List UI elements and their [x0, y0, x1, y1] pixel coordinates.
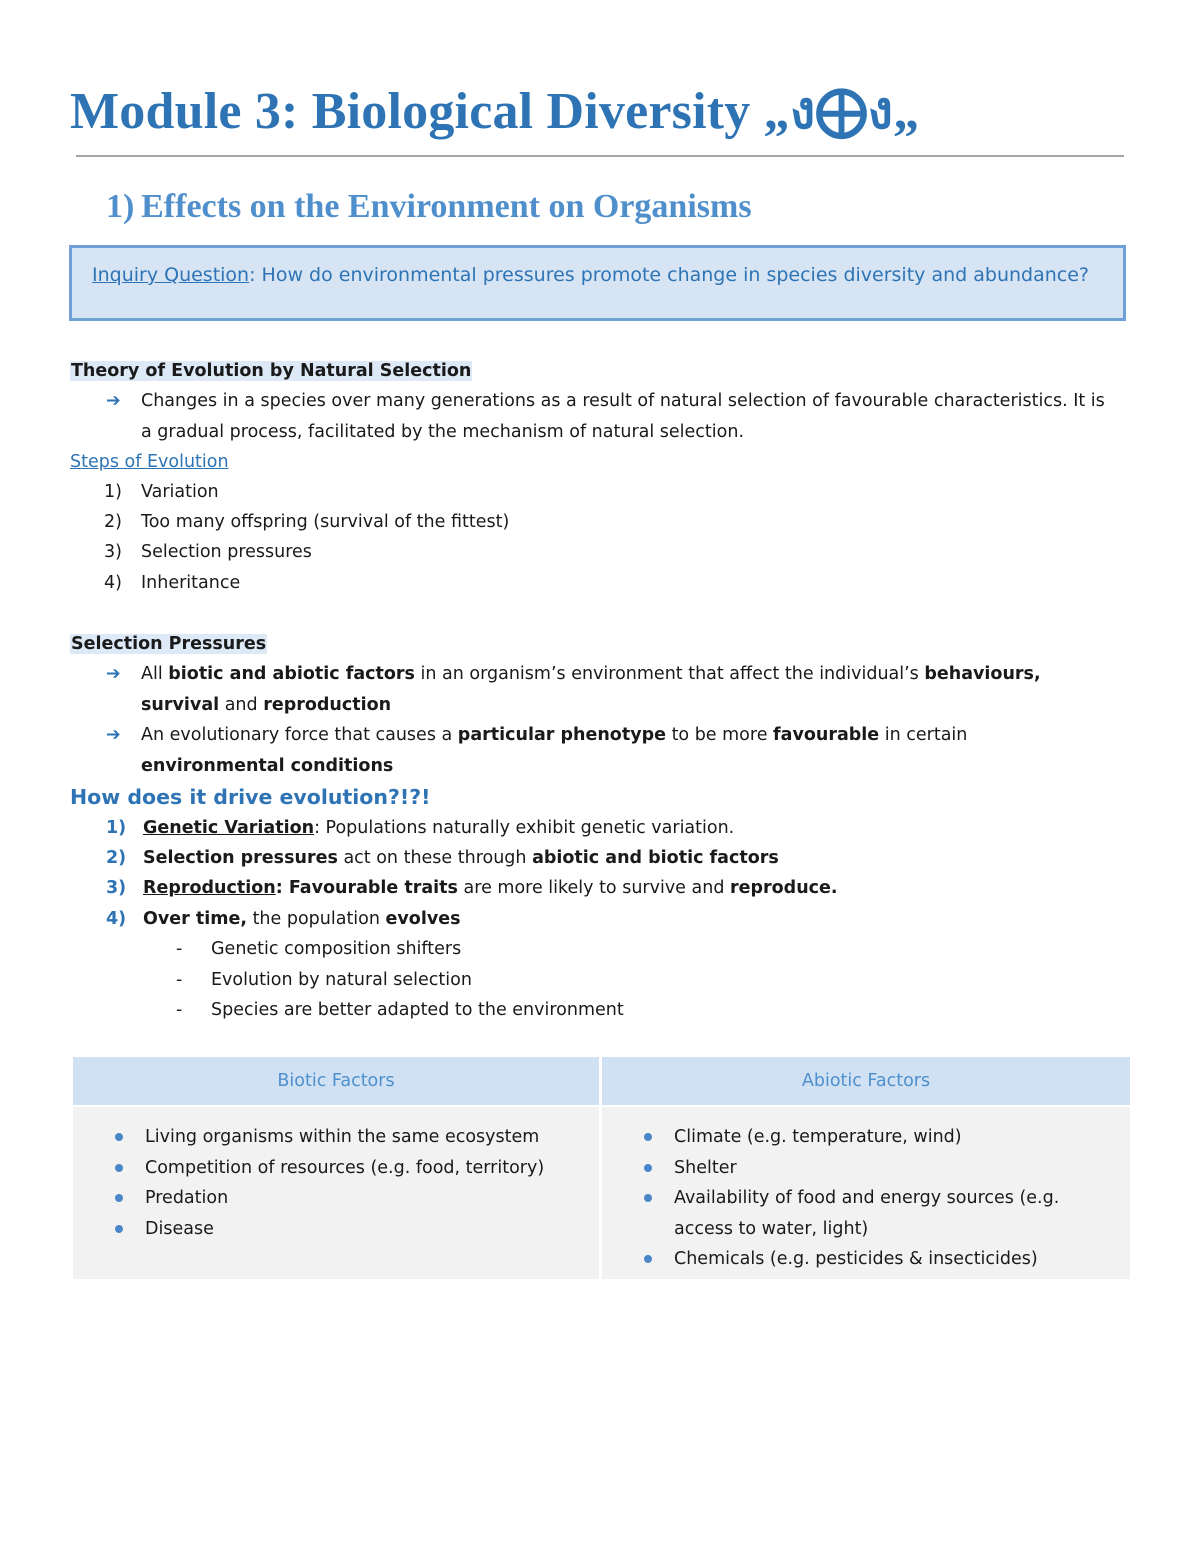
- selection-pressures-heading: Selection Pressures: [71, 634, 267, 654]
- list-item: Disease: [111, 1214, 581, 1245]
- list-item: Shelter: [640, 1153, 1095, 1184]
- inquiry-question-label: Inquiry Question: [92, 264, 250, 286]
- list-item: Competition of resources (e.g. food, territory): [111, 1153, 581, 1184]
- arrow-icon: ➔: [106, 664, 121, 684]
- step-item: 3) Selection pressures: [104, 542, 312, 562]
- title-divider: [76, 155, 1124, 157]
- factors-table: [73, 1057, 1130, 1279]
- inquiry-question-text: : How do environmental pressures promote change in species diversity and abundance?: [249, 264, 1089, 286]
- section-heading: 1) Effects on the Environment on Organisms: [106, 188, 752, 225]
- abiotic-cell: [602, 1107, 1130, 1279]
- list-item: Living organisms within the same ecosystem: [111, 1122, 581, 1153]
- drive-item: 4) Over time, the population evolves: [106, 909, 461, 929]
- step-item: 4) Inheritance: [104, 573, 241, 593]
- drive-item: 2) Selection pressures act on these through abiotic and biotic factors: [106, 848, 779, 868]
- drive-subitem: - Species are better adapted to the environment: [176, 1000, 624, 1020]
- list-item: Chemicals (e.g. pesticides & insecticides): [640, 1244, 1095, 1275]
- drive-subitem: - Genetic composition shifters: [176, 939, 462, 959]
- drive-item: 3) Reproduction: Favourable traits are more likely to survive and reproduce.: [106, 878, 838, 898]
- list-item: Climate (e.g. temperature, wind): [640, 1122, 1095, 1153]
- theory-point: ➔ Changes in a species over many generations as a result of natural selection of favourable characteristics. It is a gradual process, facilitated by the mechanism of natural selection.: [106, 386, 1116, 447]
- selection-point-1: ➔ All biotic and abiotic factors in an organism’s environment that affect the individual’s behaviours, survival and reproduction: [106, 659, 1116, 720]
- list-item: Availability of food and energy sources (e.g. access to water, light): [640, 1183, 1095, 1244]
- selection-point-2: ➔ An evolutionary force that causes a particular phenotype to be more favourable in certain environmental conditions: [106, 720, 1116, 781]
- steps-heading: Steps of Evolution: [70, 452, 229, 472]
- step-item: 2) Too many offspring (survival of the fittest): [104, 512, 510, 532]
- inquiry-question: [92, 264, 1089, 286]
- drive-subitem: - Evolution by natural selection: [176, 970, 472, 990]
- arrow-icon: ➔: [106, 725, 121, 745]
- step-item: 1) Variation: [104, 482, 219, 502]
- arrow-icon: ➔: [106, 391, 121, 411]
- biotic-cell: [73, 1107, 599, 1279]
- inquiry-question-box: [69, 245, 1126, 321]
- drive-evolution-heading: How does it drive evolution?!?!: [70, 785, 431, 809]
- biotic-header: Biotic Factors: [73, 1057, 599, 1105]
- drive-item: 1) Genetic Variation: Populations naturally exhibit genetic variation.: [106, 818, 735, 838]
- list-item: Predation: [111, 1183, 581, 1214]
- page-title: Module 3: Biological Diversity „ง⨁ง„: [70, 83, 920, 140]
- abiotic-header: Abiotic Factors: [602, 1057, 1130, 1105]
- theory-heading: Theory of Evolution by Natural Selection: [71, 361, 472, 381]
